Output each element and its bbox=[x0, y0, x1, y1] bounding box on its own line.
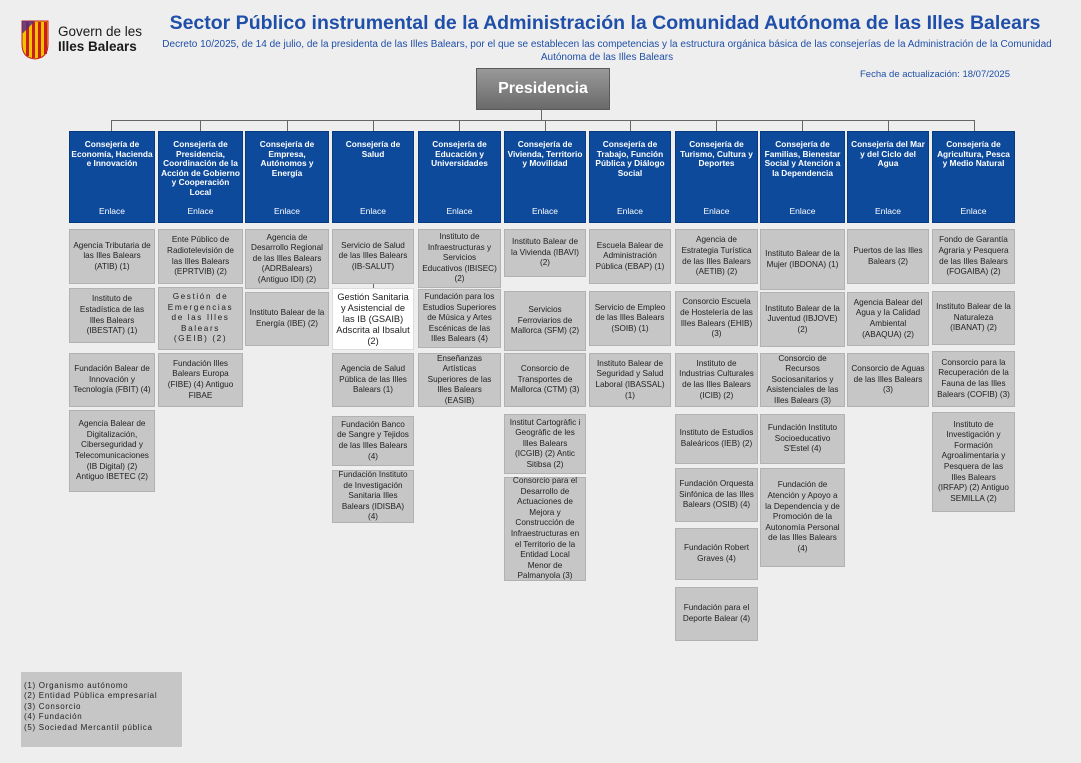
enlace-label: Enlace bbox=[274, 206, 300, 216]
entity-box: Fundación para los Estudios Superiores de Música y Artes Escénicas de las Illes Balears (4) bbox=[418, 289, 501, 348]
consejeria-box bbox=[245, 131, 329, 223]
enlace-label: Enlace bbox=[617, 206, 643, 216]
entity-box: Fundación Instituto de Investigación Sanitaria Illes Balears (IDISBA) (4) bbox=[332, 470, 414, 523]
entity-box: Instituto Balear de la Juventud (IBJOVE) (2) bbox=[760, 292, 845, 347]
enlace-label: Enlace bbox=[703, 206, 730, 216]
entity-box: Agencia de Desarrollo Regional de las Illes Balears (ADRBalears) (Antiguo IDI) (2) bbox=[245, 229, 329, 289]
govern-logo bbox=[21, 20, 151, 64]
entity-box: Fundación Instituto Socioeducativo S'Estel (4) bbox=[760, 414, 845, 464]
consejeria-box bbox=[932, 131, 1015, 223]
entity-box: Institut Cartogràfic i Geogràfic de les Illes Balears (ICGIB) (2) Antic Sitibsa (2) bbox=[504, 414, 586, 474]
consejeria-name: Consejería del Mar y del Ciclo del Agua bbox=[851, 139, 925, 169]
entity-box: Agencia Balear del Agua y la Calidad Ambiental (ABAQUA) (2) bbox=[847, 292, 929, 346]
entity-box: Consorcio para la Recuperación de la Fauna de las Illes Balears (COFIB) (3) bbox=[932, 351, 1015, 407]
entity-box: Agencia Tributaria de las Illes Balears (ATIB) (1) bbox=[69, 229, 155, 284]
entity-box: Fundación Balear de Innovación y Tecnología (FBIT) (4) bbox=[69, 353, 155, 407]
enlace-label: Enlace bbox=[446, 206, 473, 216]
consejeria-name: Consejería de Salud bbox=[345, 139, 401, 159]
entity-box: Instituto de Infraestructuras y Servicios Educativos (IBISEC) (2) bbox=[418, 229, 501, 288]
connector-consejeria bbox=[111, 120, 112, 131]
entity-box: Servicio de Empleo de las Illes Balears (SOIB) (1) bbox=[589, 291, 671, 346]
presidencia-box: Presidencia bbox=[476, 68, 610, 110]
consejeria-name: Consejería de Turismo, Cultura y Deportes bbox=[680, 139, 753, 169]
entity-box: Consorcio de Aguas de las Illes Balears (3) bbox=[847, 353, 929, 407]
enlace-label: Enlace bbox=[99, 206, 125, 216]
entity-box: Fundación Robert Graves (4) bbox=[675, 528, 758, 580]
entity-box: Instituto Balear de la Mujer (IBDONA) (1) bbox=[760, 229, 845, 290]
entity-box: Fundación Illes Balears Europa (FIBE) (4) Antiguo FIBAE bbox=[158, 353, 243, 407]
entity-box: Fundación Orquesta Sinfónica de las Illes Balears (OSIB) (4) bbox=[675, 468, 758, 522]
consejeria-name: Consejería de Trabajo, Función Pública y Diálogo Social bbox=[595, 139, 665, 178]
entity-box: Instituto de Estadística de las Illes Balears (IBESTAT) (1) bbox=[69, 288, 155, 343]
consejeria-name: Consejería de Educación y Universidades bbox=[431, 139, 488, 169]
entity-box: Fundación para el Deporte Balear (4) bbox=[675, 587, 758, 641]
connector-consejeria bbox=[888, 120, 889, 131]
entity-box: Agencia de Salud Pública de las Illes Balears (1) bbox=[332, 353, 414, 407]
legend-item: (3) Consorcio bbox=[24, 701, 82, 711]
entity-box: Enseñanzas Artísticas Superiores de las Illes Balears (EASIB) bbox=[418, 353, 501, 407]
connector-consejeria bbox=[630, 120, 631, 131]
connector-consejeria bbox=[459, 120, 460, 131]
enlace-label: Enlace bbox=[360, 206, 386, 216]
entity-box: Instituto de Estudios Baleáricos (IEB) (2) bbox=[675, 414, 758, 464]
entity-box: Instituto Balear de la Vivienda (IBAVI) (2) bbox=[504, 229, 586, 277]
enlace-label: Enlace bbox=[187, 206, 214, 216]
connector-consejeria bbox=[716, 120, 717, 131]
entity-box: Fundación de Atención y Apoyo a la Dependencia y de Promoción de la Autonomía Personal de las Illes Balears (4) bbox=[760, 468, 845, 567]
enlace-label: Enlace bbox=[875, 206, 901, 216]
consejeria-box bbox=[847, 131, 929, 223]
entity-box: Servicio de Salud de las Illes Balears (IB-SALUT) bbox=[332, 229, 414, 284]
consejeria-box bbox=[69, 131, 155, 223]
legend-item: (2) Entidad Pública empresarial bbox=[24, 691, 158, 701]
legend bbox=[21, 672, 182, 747]
entity-box: Consorcio de Recursos Sociosanitarios y Asistenciales de las Illes Balears (3) bbox=[760, 353, 845, 407]
entity-box: Fondo de Garantía Agraria y Pesquera de las Illes Balears (FOGAIBA) (2) bbox=[932, 229, 1015, 284]
enlace-label: Enlace bbox=[789, 206, 816, 216]
consejeria-name: Consejería de Familias, Bienestar Social y Atención a la Dependencia bbox=[764, 139, 841, 178]
entity-box: Consorcio de Transportes de Mallorca (CTM) (3) bbox=[504, 353, 586, 407]
entity-box: Agencia Balear de Digitalización, Ciberseguridad y Telecomunicaciones (IB Digital) (2) Antiguo IBETEC (2) bbox=[69, 410, 155, 492]
connector-consejeria bbox=[373, 120, 374, 131]
enlace-label: Enlace bbox=[960, 206, 987, 216]
page-title: Sector Público instrumental de la Administración la Comunidad Autónoma de las Illes Balears bbox=[169, 12, 1041, 34]
consejeria-box bbox=[158, 131, 243, 223]
update-date: Fecha de actualización: 18/07/2025 bbox=[860, 69, 1010, 80]
consejeria-box bbox=[504, 131, 586, 223]
legend-item: (1) Organismo autónomo bbox=[24, 681, 129, 690]
entity-box: Escuela Balear de Administración Pública (EBAP) (1) bbox=[589, 229, 671, 284]
entity-box: Instituto Balear de Seguridad y Salud Laboral (IBASSAL) (1) bbox=[589, 353, 671, 407]
consejeria-box bbox=[589, 131, 671, 223]
enlace-label: Enlace bbox=[532, 206, 558, 216]
page-subtitle: Decreto 10/2025, de 14 de julio, de la presidenta de las Illes Balears, por el que se establecen las competencias y la estructura orgánica básica de las consejerías de la Administración de la Comunidad Autónoma de las Illes Balears bbox=[162, 39, 1052, 63]
connector-consejeria bbox=[545, 120, 546, 131]
entity-box: Instituto de Industrias Culturales de las Illes Balears (ICIB) (2) bbox=[675, 353, 758, 407]
entity-box: Gestión de Emergencias de las Illes Balears (GEIB) (2) bbox=[158, 287, 243, 350]
consejeria-box bbox=[675, 131, 758, 223]
consejeria-box bbox=[760, 131, 845, 223]
entity-box: Instituto Balear de la Energía (IBE) (2) bbox=[245, 292, 329, 346]
entity-box: Puertos de las Illes Balears (2) bbox=[847, 229, 929, 284]
connector-consejeria bbox=[802, 120, 803, 131]
entity-box: Gestión Sanitaria y Asistencial de las IB (GSAIB) Adscrita al Ibsalut (2) bbox=[332, 288, 414, 350]
legend-item: (4) Fundación bbox=[24, 712, 83, 722]
consejeria-name: Consejería de Empresa, Autónomos y Energía bbox=[259, 139, 315, 178]
consejeria-name: Consejería de Presidencia, Coordinación de la Acción de Gobierno y Cooperación Local bbox=[161, 139, 240, 197]
consejeria-box bbox=[332, 131, 414, 223]
coat-of-arms-icon bbox=[21, 20, 49, 60]
entity-box: Instituto Balear de la Naturaleza (IBANAT) (2) bbox=[932, 291, 1015, 345]
entity-box: Instituto de Investigación y Formación Agroalimentaria y Pesquera de las Illes Balears (IRFAP) (2) Antiguo SEMILLA (2) bbox=[932, 412, 1015, 512]
entity-box: Servicios Ferroviarios de Mallorca (SFM) (2) bbox=[504, 291, 586, 351]
consejeria-box bbox=[418, 131, 501, 223]
entity-box: Agencia de Estrategia Turística de las Illes Balears (AETIB) (2) bbox=[675, 229, 758, 284]
connector-consejeria bbox=[200, 120, 201, 131]
logo-line-1: Govern de les bbox=[58, 24, 143, 39]
entity-box: Consorcio para el Desarrollo de Actuaciones de Mejora y Construcción de Infraestructuras en el Territorio de la Entidad Local Menor de Palmanyola (3) bbox=[504, 477, 586, 581]
entity-box: Fundación Banco de Sangre y Tejidos de las Illes Balears (4) bbox=[332, 416, 414, 466]
entity-box: Ente Público de Radiotelevisión de las Illes Balears (EPRTVIB) (2) bbox=[158, 229, 243, 284]
connector-consejeria bbox=[287, 120, 288, 131]
logo-line-2: Illes Balears bbox=[58, 39, 137, 54]
consejeria-name: Consejería de Economía, Hacienda e Innovación bbox=[71, 139, 153, 169]
entity-box: Consorcio Escuela de Hostelería de las Illes Balears (EHIB) (3) bbox=[675, 291, 758, 346]
consejeria-name: Consejería de Agricultura, Pesca y Medio Natural bbox=[937, 139, 1010, 169]
connector-consejeria bbox=[974, 120, 975, 131]
legend-item: (5) Sociedad Mercantil pública bbox=[24, 722, 153, 732]
connector-horizontal bbox=[111, 120, 974, 121]
consejeria-name: Consejería de Vivienda, Territorio y Movilidad bbox=[507, 139, 583, 169]
